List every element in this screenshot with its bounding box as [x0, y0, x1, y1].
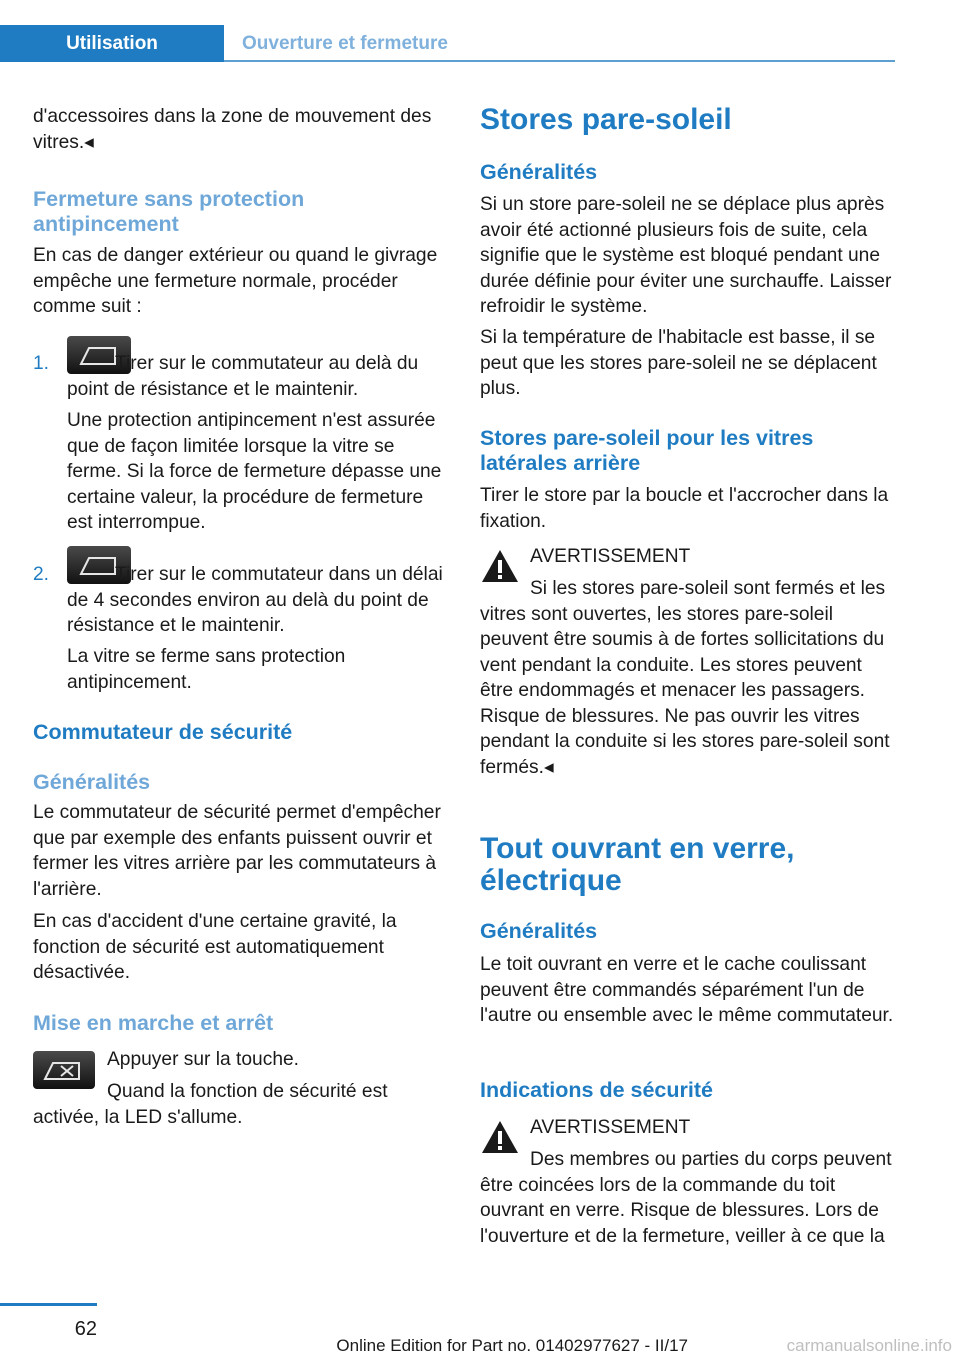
warning-text-1: Si les stores pare-soleil sont fermés et les vitres sont ouvertes, les stores pare-soleil peuvent être soumis à de fortes sollicitations du vent pendant la conduite. Les stores peuvent être endommagés et menacer les passagers. Risque de blessures. Ne pas ouvrir les vitres pendant la conduite si les stores pare-soleil sont fermés.◂: [480, 578, 890, 778]
tab-ouverture-fermeture[interactable]: Ouverture et fermeture: [242, 32, 448, 54]
step-1-number: 1.: [33, 353, 50, 374]
heading-sunblinds: Stores pare-soleil: [480, 103, 732, 136]
watermark: carmanualsonline.info: [786, 1336, 952, 1355]
step-1-text: Tirer sur le commutateur au delà du point de résistance et le maintenir.: [67, 353, 419, 400]
page-header: [0, 25, 895, 62]
closing-paragraph: En cas de danger extérieur ou quand le givrage empêche une fermeture normale, procéder comme suit :: [33, 245, 438, 317]
step-2-number: 2.: [33, 564, 50, 585]
general-paragraph-1: Le commutateur de sécurité permet d'empêcher que par exemple des enfants puissent ouvrir et fermer les vitres arrière par les commutateurs à l'arrière.: [33, 802, 441, 900]
roof-paragraph: Le toit ouvrant en verre et le cache coulissant peuvent être commandés séparément l'un de l'autre ou ensemble avec le même commutateur.: [480, 954, 894, 1026]
step-2-text: Tirer sur le commutateur dans un délai de 4 secondes environ au delà du point de résistance et le maintenir.: [67, 564, 443, 636]
tab-utilisation[interactable]: Utilisation: [0, 25, 224, 62]
footer-divider: [0, 1303, 97, 1306]
heading-general: Généralités: [33, 770, 151, 794]
step-2-note: La vitre se ferme sans protection antipincement.: [67, 646, 346, 693]
step-1-note: Une protection antipincement n'est assurée que de façon limitée lorsque la vitre se ferme. Si la force de fermeture dépasse une certaine valeur, la procédure de fermeture est interrompue.: [67, 410, 442, 533]
warning-text-2: Des membres ou parties du corps peuvent être coincées lors de la commande du toit ouvrant en verre. Risque de blessures. Lors de l'ouverture et de la fermeture, veiller à ce que la: [480, 1149, 892, 1247]
general-paragraph-2: En cas d'accident d'une certaine gravité, la fonction de sécurité est automatiquement désactivée.: [33, 911, 397, 983]
heading-safety-switch: Commutateur de sécurité: [33, 720, 293, 744]
header-divider: [224, 60, 895, 62]
warning-label-1: AVERTISSEMENT: [530, 546, 691, 567]
warning-label-2: AVERTISSEMENT: [530, 1117, 691, 1138]
press-button-text: Appuyer sur la touche.: [107, 1049, 299, 1070]
heading-glass-roof: Tout ouvrant en verre, électrique: [480, 832, 795, 897]
footer-edition: Online Edition for Part no. 01402977627 - II/17: [336, 1336, 688, 1355]
sunblind-paragraph-2: Si la température de l'habitacle est basse, il se peut que les stores pare-soleil ne se déplacent plus.: [480, 327, 877, 399]
heading-side-window-sunblinds: Stores pare-soleil pour les vitres latérales arrière: [480, 426, 814, 475]
heading-general-sunblinds: Généralités: [480, 160, 598, 184]
heading-safety-notes: Indications de sécurité: [480, 1078, 713, 1102]
side-window-paragraph: Tirer le store par la boucle et l'accrocher dans la fixation.: [480, 485, 889, 532]
heading-general-roof: Généralités: [480, 919, 598, 943]
intro-paragraph: d'accessoires dans la zone de mouvement des vitres.◂: [33, 106, 432, 153]
led-text: Quand la fonction de sécurité est activée, la LED s'allume.: [33, 1081, 388, 1128]
page-number: 62: [74, 1318, 97, 1340]
heading-on-off: Mise en marche et arrêt: [33, 1011, 274, 1035]
heading-closing-without-protection: Fermeture sans protection antipincement: [33, 187, 305, 236]
sunblind-paragraph-1: Si un store pare-soleil ne se déplace plus après avoir été actionné plusieurs fois de suite, cela signifie que le système est bloqué pendant une durée définie pour éviter une surchauffe. Laisser refroidir le système.: [480, 194, 892, 317]
